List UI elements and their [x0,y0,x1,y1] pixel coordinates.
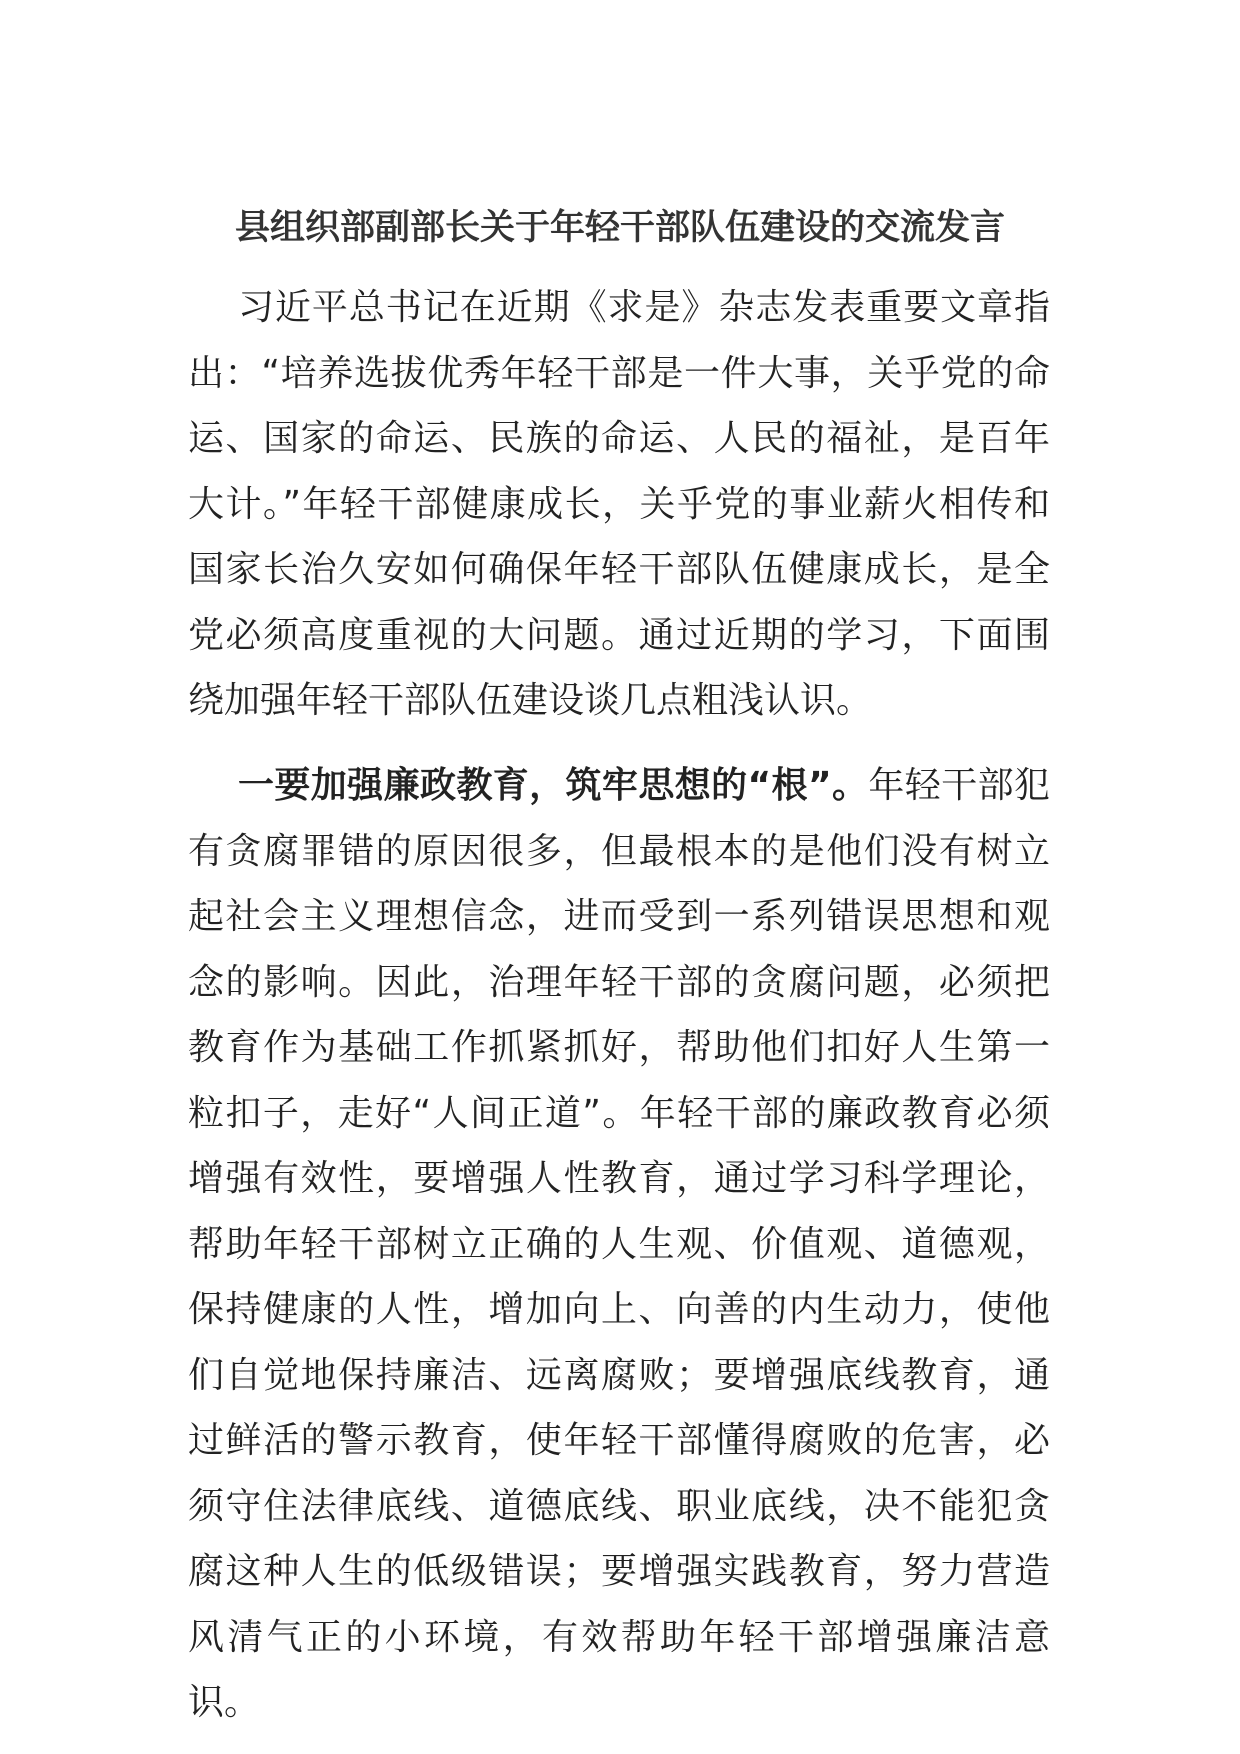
paragraph-intro [188,275,1050,734]
paragraph-point-one-heading: 一要加强廉政教育，筑牢思想的“根”。 [238,765,869,806]
paragraph-intro-text: 习近平总书记在近期《求是》杂志发表重要文章指出：“培养选拔优秀年轻干部是一件大事，关乎党的命运、国家的命运、民族的命运、人民的福祉，是百年大计。”年轻干部健康成长，关乎党的事业薪火相传和国家长治久安如何确保年轻干部队伍健康成长，是全党必须高度重视的大问题。通过近期的学习，下面围绕加强年轻干部队伍建设谈几点粗浅认识。 [188,287,1050,721]
paragraph-point-one [188,753,1050,1736]
document-title: 县组织部副部长关于年轻干部队伍建设的交流发言 [234,208,1005,248]
paragraph-point-one-text: 年轻干部犯有贪腐罪错的原因很多，但最根本的是他们没有树立起社会主义理想信念，进而受到一系列错误思想和观念的影响。因此，治理年轻干部的贪腐问题，必须把教育作为基础工作抓紧抓好，帮助他们扣好人生第一粒扣子，走好“人间正道”。年轻干部的廉政教育必须增强有效性，要增强人性教育，通过学习科学理论，帮助年轻干部树立正确的人生观、价值观、道德观，保持健康的人性，增加向上、向善的内生动力，使他们自觉地保持廉洁、远离腐败；要增强底线教育，通过鲜活的警示教育，使年轻干部懂得腐败的危害，必须守住法律底线、道德底线、职业底线，决不能犯贪腐这种人生的低级错误；要增强实践教育，努力营造风清气正的小环境，有效帮助年轻干部增强廉洁意识。 [188,765,1050,1723]
